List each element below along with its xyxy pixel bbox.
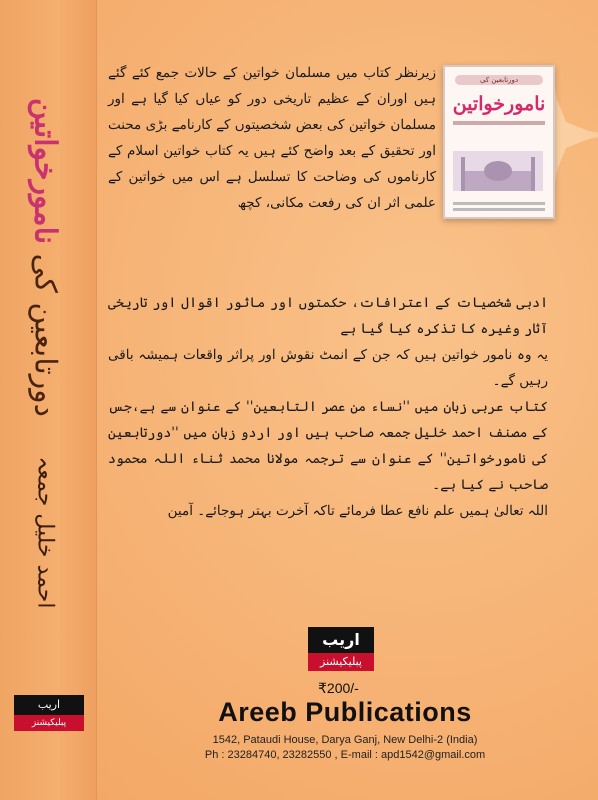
- blurb-lower: [108, 290, 548, 524]
- spine-publisher-logo: [14, 695, 84, 735]
- blurb-paragraph-5: اللہ تعالیٰ ہمیں علم نافع عطا فرمائے تاکہ آخرت بہتر ہوجائے۔ آمین: [167, 503, 548, 519]
- publisher-logo: [308, 627, 374, 671]
- spine-logo-bottom: پبلیکیشنز: [14, 715, 84, 731]
- blurb-paragraph-3: یہ وہ نامور خواتین ہیں کہ جن کے انمٹ نقوش اور پراثر واقعات ہمیشہ باقی رہیں گے۔: [108, 347, 548, 389]
- thumbnail-title: نامورخواتین: [452, 93, 546, 115]
- publisher-address: 1542, Pataudi House, Darya Ganj, New Delhi-2 (India): [212, 734, 478, 746]
- thumbnail-header: دورتابعین کی: [455, 75, 543, 85]
- blurb-paragraph-1: زیرنظر کتاب میں مسلمان خواتین کے حالات جمع کئے گئے ہیں اوران کے عظیم تاریخی دور کو عیاں کیا گیا ہے اور مسلمان خواتین کی بعض شخصیتوں کے کارنامے بڑی محنت اور تحقیق کے بعد واضح کئے ہیں یہ کتاب خواتین اسلام کے کارناموں کی وضاحت کا تسلسل ہے اس میں خواتین کے علمی اثر ان کی رفعت مکانی، کچھ: [108, 65, 436, 211]
- mosque-illustration-icon: [453, 151, 543, 191]
- front-cover-thumbnail: [443, 65, 555, 219]
- publisher-contact: Ph : 23284740, 23282550 , E-mail : apd1542@gmail.com: [204, 749, 486, 761]
- price-label: ₹200/-: [318, 680, 359, 696]
- thumbnail-footer: [453, 199, 545, 209]
- publisher-logo-bottom: پبلیکیشنز: [308, 653, 374, 671]
- thumbnail-subtitle-bar: [453, 121, 545, 125]
- spine-logo-top: اریب: [14, 695, 84, 715]
- spine-author: احمد خلیل جمعہ: [32, 456, 58, 609]
- spine-title-part1: دورتابعین کی: [27, 253, 63, 418]
- blurb-paragraph-2: ادبی شخصیات کے اعترافات، حکمتوں اور ماثور اقوال اور تاریخی آثار وغیرہ کا تذکرہ کیا گیا ہے: [108, 295, 548, 337]
- book-spine: [0, 0, 97, 800]
- publisher-address-block: [180, 733, 510, 763]
- spine-title-part2: نامورخواتین: [27, 97, 63, 245]
- blurb-upper: [108, 60, 436, 216]
- blurb-paragraph-4: کتاب عربی زبان میں ''نساء من عصر التابعین'' کے عنوان سے ہے،جس کے مصنف احمد خلیل جمعہ صاحب ہیں اور اردو زبان میں ''دورتابعین کی نامورخواتین'' کے عنوان سے ترجمہ مولانا محمد ثناء اللہ محمود صاحب نے کیا ہے۔: [108, 399, 548, 493]
- publisher-logo-top: اریب: [308, 627, 374, 653]
- spine-title: [28, 63, 63, 453]
- publisher-name: Areeb Publications: [218, 697, 472, 727]
